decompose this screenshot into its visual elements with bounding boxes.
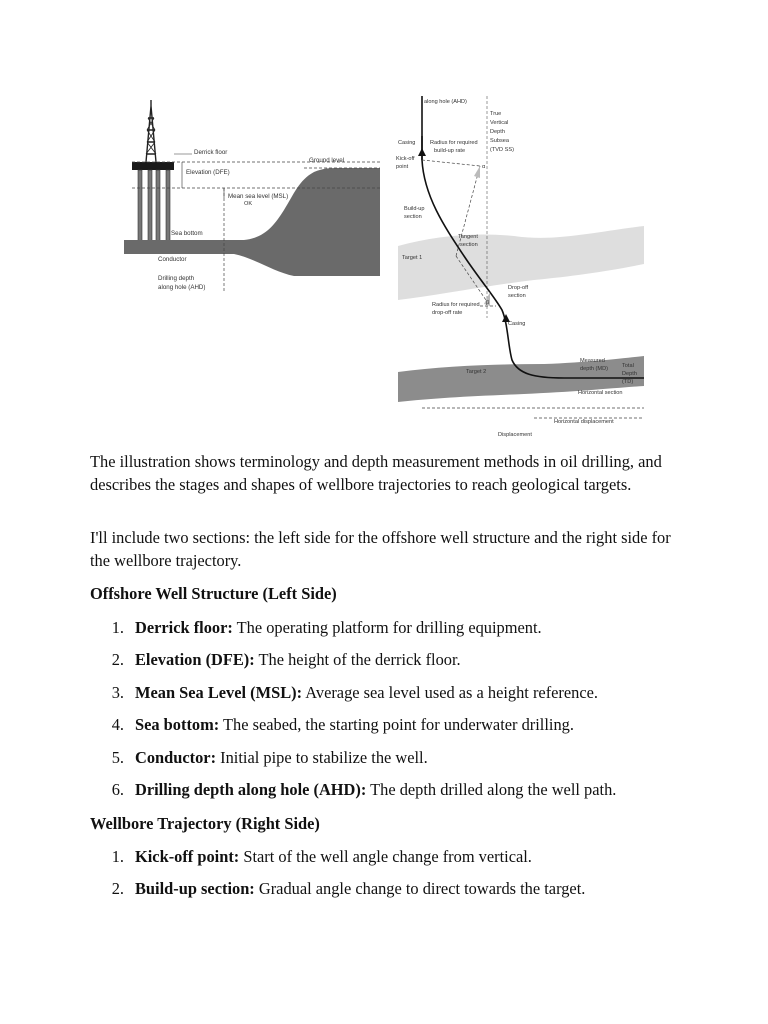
msl-label: Mean sea level (MSL) (228, 193, 289, 200)
tvd-label-2: Vertical (490, 120, 509, 126)
drilling-depth-label-2: along hole (AHD) (158, 284, 206, 291)
list-desc: Average sea level used as a height reference. (302, 682, 598, 702)
kickoff-label-2: point (396, 164, 409, 170)
list-term: Drilling depth along hole (AHD): (135, 779, 367, 799)
ground-level-label: Ground level (309, 157, 345, 164)
alpha-wedge (474, 166, 480, 178)
buildup-label-1: Build-up (404, 206, 425, 212)
list-desc: The operating platform for drilling equipment. (232, 618, 542, 637)
list-item (90, 878, 710, 910)
tvd-label-4: Subsea (490, 138, 509, 144)
derrick-floor-label: Derrick floor (194, 149, 228, 156)
section-heading-offshore: Offshore Well Structure (Left Side) (90, 584, 337, 603)
list-number: 5. (111, 747, 124, 767)
td-label-3: (TD) (622, 379, 634, 385)
kickoff-label-1: Kick-off (396, 156, 415, 162)
along-hole-label: along hole (AHD) (424, 99, 467, 105)
list-item-body (124, 747, 428, 779)
radius-dropoff-label-2: drop-off rate (432, 310, 463, 316)
target1-label: Target 1 (402, 255, 423, 261)
buildup-label-2: section (404, 214, 422, 220)
list-desc: The height of the derrick floor. (254, 650, 461, 670)
list-number: 2. (111, 650, 124, 670)
list-item-body (124, 779, 616, 811)
list-desc: Initial pipe to stabilize the well. (216, 747, 428, 767)
radius-dropoff-label-1: Radius for required (432, 302, 480, 308)
tvd-label-1: True (490, 111, 502, 117)
list-item (90, 846, 710, 878)
list-item-body (124, 617, 542, 649)
conductor-label: Conductor (158, 256, 187, 263)
displacement-label: Displacement (498, 432, 532, 438)
list-number: 4. (111, 715, 124, 735)
section-heading-trajectory: Wellbore Trajectory (Right Side) (90, 814, 320, 833)
list-term: Elevation (DFE): (135, 650, 255, 670)
list-item-body (124, 878, 585, 910)
list-item (90, 617, 710, 649)
intro-paragraph-1: The illustration shows terminology and depth measurement methods in oil drilling, and describes the stages and shapes of wellbore trajectories to reach geological targets. (90, 452, 662, 494)
platform-legs (138, 170, 170, 246)
target2-label: Target 2 (466, 369, 487, 375)
list-number: 1. (111, 847, 124, 866)
wellbore-trajectory-diagram (394, 96, 646, 442)
drilling-depth-label-1: Drilling depth (158, 275, 195, 282)
md-label-2: depth (MD) (580, 366, 608, 372)
md-label-1: Measured (580, 358, 605, 364)
tvd-label-5: (TVD SS) (490, 147, 514, 153)
offshore-well-diagram (124, 98, 380, 292)
list-desc: The seabed, the starting point for underwater drilling. (219, 715, 574, 735)
list-item-body (124, 649, 461, 681)
beta-label: β (486, 300, 490, 306)
list-desc: Start of the well angle change from vertical. (239, 847, 532, 866)
list-number: 3. (111, 682, 124, 702)
list-item-body (124, 846, 532, 878)
list-term: Build-up section: (135, 879, 255, 899)
casing-mid-label: Casing (508, 321, 526, 327)
tvd-label-3: Depth (490, 129, 505, 135)
dropoff-label-2: section (508, 293, 526, 299)
msl-ok-label: OK (244, 201, 253, 207)
offshore-structure-list (90, 617, 710, 811)
td-label-1: Total (622, 363, 634, 369)
list-desc: The depth drilled along the well path. (366, 779, 617, 799)
radius-buildup-label-1: Radius for required (430, 140, 478, 146)
elevation-label: Elevation (DFE) (186, 169, 230, 176)
list-number: 1. (111, 618, 124, 637)
list-term: Kick-off point: (135, 847, 240, 866)
intro-paragraph-2: I'll include two sections: the left side for the offshore well structure and the right side for the wellbore trajectory. (90, 528, 671, 570)
alpha-label: α (482, 164, 486, 170)
list-item (90, 682, 710, 714)
list-item-body (124, 682, 598, 714)
sea-bottom-label: Sea bottom (171, 230, 203, 237)
list-item (90, 714, 710, 746)
list-term: Derrick floor: (135, 618, 233, 637)
td-label-2: Depth (622, 371, 637, 377)
list-item (90, 779, 710, 811)
list-item (90, 649, 710, 681)
dropoff-label-1: Drop-off (508, 285, 529, 291)
derrick-tower (146, 100, 156, 162)
list-item (90, 747, 710, 779)
casing-top-marker (418, 148, 426, 156)
horizontal-section-label: Horizontal section (578, 390, 623, 396)
derrick-floor-platform (132, 162, 174, 170)
radius-buildup-label-2: build-up rate (434, 148, 466, 154)
tangent-label-1: Tangent (458, 234, 478, 240)
trajectory-list (90, 846, 710, 911)
list-number: 6. (111, 779, 124, 799)
list-desc: Gradual angle change to direct towards the target. (254, 879, 586, 899)
list-number: 2. (111, 879, 124, 899)
casing-top-label: Casing (398, 140, 416, 146)
list-item-body (124, 714, 574, 746)
horizontal-displacement-label: Horizontal displacement (554, 419, 614, 425)
list-term: Mean Sea Level (MSL): (135, 682, 303, 702)
list-term: Conductor: (135, 747, 217, 767)
tangent-label-2: section (460, 242, 478, 248)
list-term: Sea bottom: (135, 715, 220, 735)
